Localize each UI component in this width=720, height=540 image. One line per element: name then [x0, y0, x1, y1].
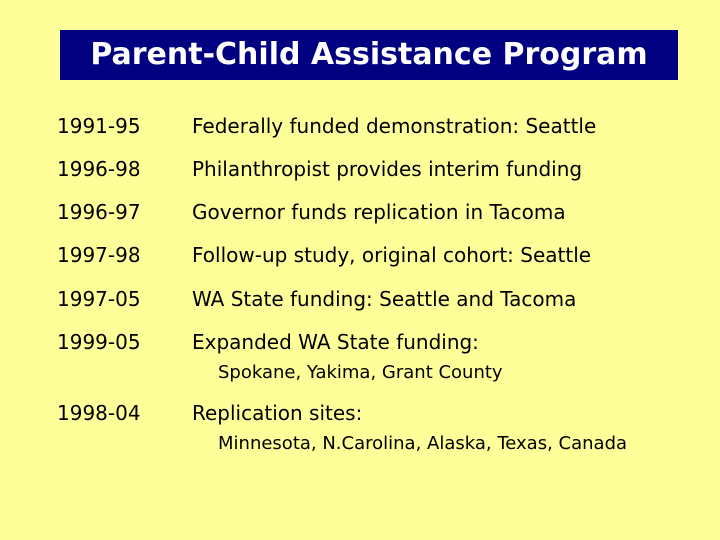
row-text: Follow-up study, original cohort: Seattle — [192, 243, 592, 267]
slide-title: Parent-Child Assistance Program — [60, 30, 678, 80]
row-text: Philanthropist provides interim funding — [192, 157, 583, 181]
row-text: Federally funded demonstration: Seattle — [192, 114, 597, 138]
row-date: 1991-95 — [57, 114, 141, 138]
row-text: WA State funding: Seattle and Tacoma — [192, 287, 577, 311]
row-date: 1998-04 — [57, 401, 141, 425]
row-date: 1997-98 — [57, 243, 141, 267]
row-text: Governor funds replication in Tacoma — [192, 200, 566, 224]
row-date: 1996-98 — [57, 157, 141, 181]
row-subtext: Minnesota, N.Carolina, Alaska, Texas, Canada — [218, 433, 628, 454]
row-text: Expanded WA State funding: — [192, 330, 479, 354]
row-date: 1996-97 — [57, 200, 141, 224]
row-date: 1997-05 — [57, 287, 141, 311]
row-date: 1999-05 — [57, 330, 141, 354]
row-subtext: Spokane, Yakima, Grant County — [218, 362, 503, 383]
row-text: Replication sites: — [192, 401, 363, 425]
